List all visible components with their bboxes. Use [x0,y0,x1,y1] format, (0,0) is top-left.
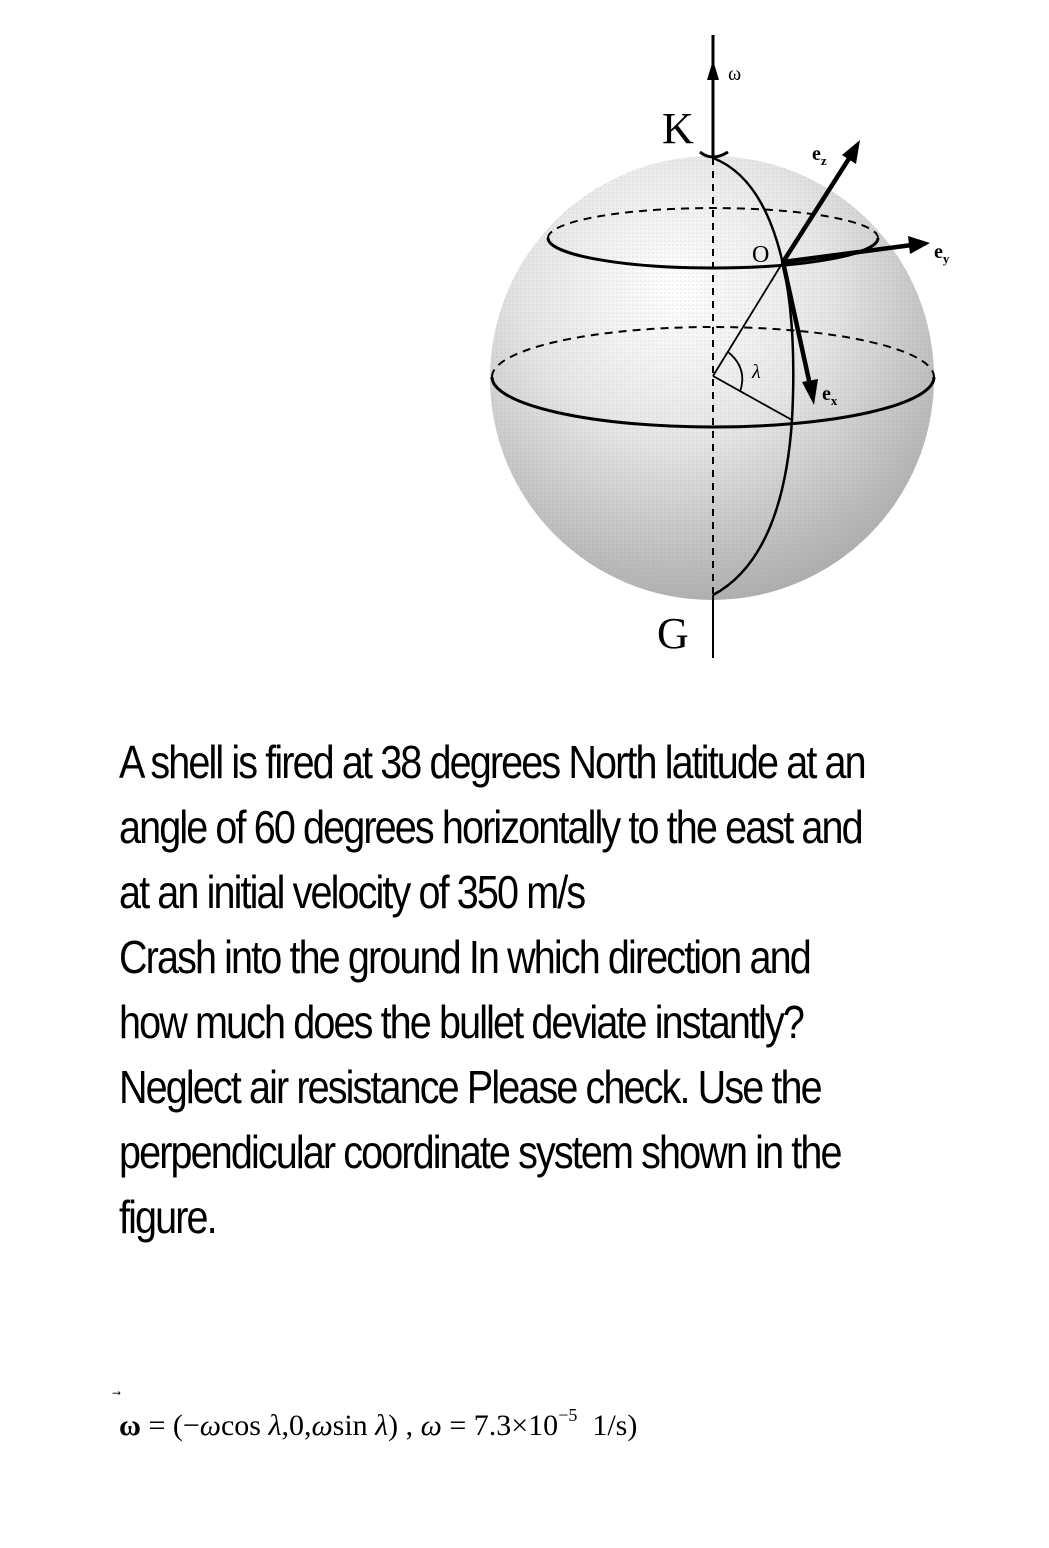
earth-sphere-texture [490,156,934,600]
ey-label-base: e [934,241,943,263]
lambda-label: λ [752,361,761,383]
ex-label-base: e [822,383,831,405]
formula-part-3: ) , [388,1409,421,1442]
ez-arrowhead [842,140,860,164]
formula-part-4: = 7.3×10 [441,1409,559,1442]
formula-part-1: = (− [140,1409,200,1442]
ey-arrowhead [908,236,930,254]
problem-paragraph-1: A shell is fired at 38 degrees North latitude at an angle of 60 degrees horizontally to the east and at an initial velocity of 350 m/s [119,736,865,918]
origin-o-label: O [752,242,770,268]
formula-units: 1/s) [577,1409,638,1442]
omega-vector-formula [119,1405,637,1443]
omega-arrowhead [707,60,719,80]
problem-paragraph-2: Crash into the ground In which direction and how much does the bullet deviate instantly? Neglect air resistance Please check. Use the perpendicular coordinate system shown in the figure. [119,931,841,1243]
formula-sin: sin [332,1409,376,1442]
k-label: K [662,104,694,153]
ez-label-sub: z [820,153,827,168]
ez-label-base: e [812,143,821,165]
omega-vector-letter: ω [119,1409,141,1442]
formula-lambda-2: λ [375,1409,389,1442]
formula-lambda-1: λ [268,1409,282,1442]
ey-label [934,241,950,266]
formula-cos: cos [220,1409,269,1442]
formula-exponent: −5 [558,1405,578,1425]
omega-vector-symbol [119,1409,141,1442]
ey-label-sub: y [942,251,950,266]
formula-omega-1: ω [199,1409,221,1442]
ez-label [812,143,827,168]
earth-coordinate-diagram [0,0,1049,700]
formula-part-2: ,0, [281,1409,312,1442]
formula-omega-2: ω [311,1409,333,1442]
g-label: G [657,609,689,658]
formula-omega-3: ω [420,1409,442,1442]
ex-label-sub: x [830,393,838,408]
problem-statement [119,730,865,1250]
omega-label: ω [728,63,742,85]
